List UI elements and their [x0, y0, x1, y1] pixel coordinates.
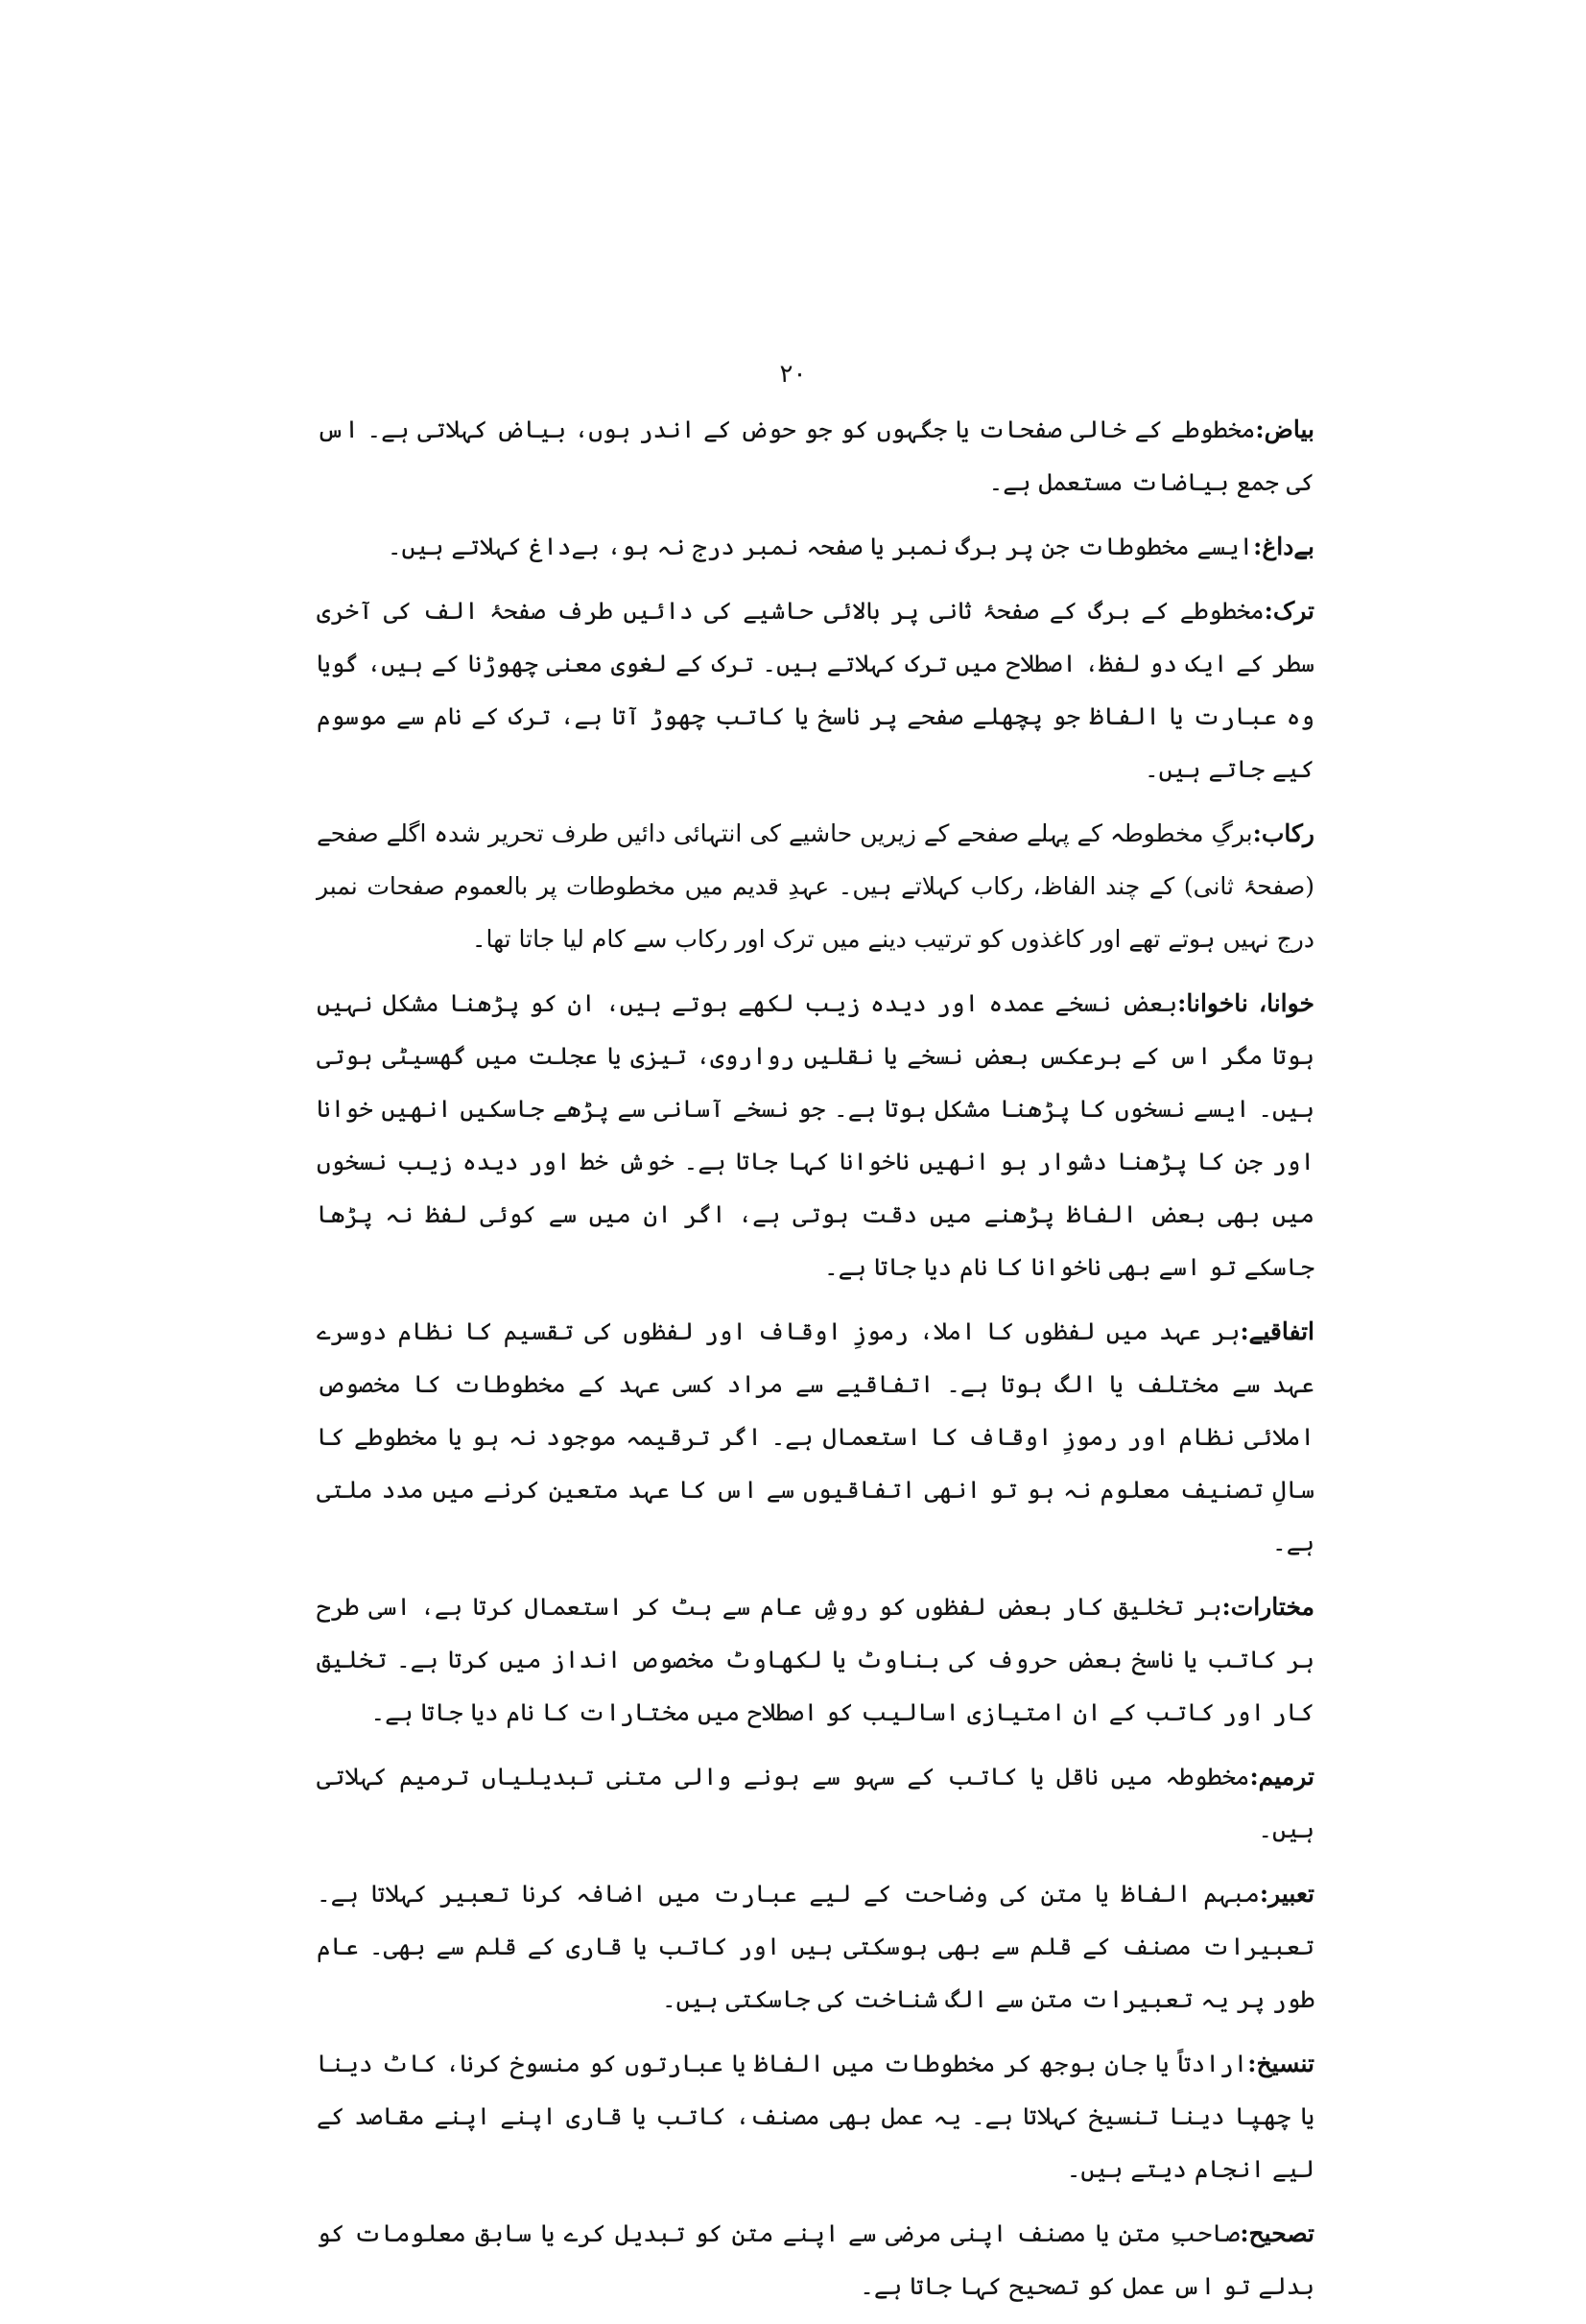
entry-text: بعض نسخے عمدہ اور دیدہ زیب لکھے ہوتے ہیں، ان کو پڑھنا مشکل نہیں ہوتا مگر اس کے برعکس بعض نسخے یا نقلیں رواروی، تیزی یا عجلت میں گھسیٹی ہوتی ہیں۔ ایسے نسخوں کا پڑھنا مشکل ہوتا ہے۔ جو نسخے آسانی سے پڑھے جاسکیں انھیں خوانا اور جن کا پڑھنا دشوار ہو انھیں ناخوانا کہا جاتا ہے۔ خوش خط اور دیدہ زیب نسخوں میں بھی بعض الفاظ پڑھنے میں دقت ہوتی ہے، اگر ان میں سے کوئی لفظ نہ پڑھا جاسکے تو اسے بھی ناخوانا کا نام دیا جاتا ہے۔ — [317, 989, 1314, 1281]
entry-term: رکاب: — [1252, 819, 1314, 847]
glossary-entry-tabeer — [317, 1867, 1314, 2026]
entry-term: بےداغ: — [1253, 533, 1314, 560]
glossary-entry-ittifaqiye — [317, 1305, 1314, 1569]
glossary-entry-mukhtarat — [317, 1580, 1314, 1739]
entry-text: مخطوطہ میں ناقل یا کاتب کے سہو سے ہونے والی متنی تبدیلیاں ترمیم کہلاتی ہیں۔ — [317, 1763, 1314, 1843]
glossary-entry-tarmeem — [317, 1750, 1314, 1856]
entry-text: برگِ مخطوطہ کے پہلے صفحے کے زیریں حاشیے کی انتہائی دائیں طرف تحریر شدہ اگلے صفحے (صفحۂ ثانی) کے چند الفاظ، رکاب کہلاتے ہیں۔ عہدِ قدیم میں مخطوطات پر بالعموم صفحات نمبر درج نہیں ہوتے تھے اور کاغذوں کو ترتیب دینے میں ترک اور رکاب سے کام لیا جاتا تھا۔ — [317, 819, 1314, 953]
entry-text: ارادتاً یا جان بوجھ کر مخطوطات میں الفاظ یا عبارتوں کو منسوخ کرنا، کاٹ دینا یا چھپا دینا تنسیخ کہلاتا ہے۔ یہ عمل بھی مصنف، کاتب یا قاری اپنے اپنے مقاصد کے لیے انجام دیتے ہیں۔ — [317, 2050, 1314, 2183]
glossary-entry-tasheeh — [317, 2207, 1314, 2312]
entry-text: ہر تخلیق کار بعض لفظوں کو روشِ عام سے ہٹ کر استعمال کرتا ہے، اسی طرح ہر کاتب یا ناسخ بعض حروف کی بناوٹ یا لکھاوٹ مخصوص انداز میں کرتا ہے۔ تخلیق کار اور کاتب کے ان امتیازی اسالیب کو اصطلاح میں مختارات کا نام دیا جاتا ہے۔ — [317, 1593, 1314, 1726]
entry-term: اتفاقیے: — [1240, 1317, 1314, 1345]
entry-term: تنسیخ: — [1247, 2050, 1314, 2077]
glossary-content — [317, 403, 1314, 2324]
entry-text: صاحبِ متن یا مصنف اپنی مرضی سے اپنے متن کو تبدیل کرے یا سابق معلومات کو بدلے تو اس عمل کو تصحیح کہا جاتا ہے۔ — [317, 2219, 1314, 2300]
glossary-entry-tanseekh — [317, 2037, 1314, 2195]
glossary-entry-bayaz — [317, 403, 1314, 509]
entry-text: ایسے مخطوطات جن پر برگ نمبر یا صفحہ نمبر درج نہ ہو، بےداغ کہلاتے ہیں۔ — [387, 533, 1254, 560]
entry-term: تعبیر: — [1259, 1880, 1314, 1908]
entry-term: بیاض: — [1255, 415, 1314, 443]
page-number: ۲۰ — [779, 360, 807, 389]
entry-term: ترک: — [1264, 597, 1314, 625]
entry-term: خوانا، ناخوانا: — [1177, 989, 1315, 1017]
entry-text: مبہم الفاظ یا متن کی وضاحت کے لیے عبارت میں اضافہ کرنا تعبیر کہلاتا ہے۔ تعبیرات مصنف کے قلم سے بھی ہوسکتی ہیں اور کاتب یا قاری کے قلم سے بھی۔ عام طور پر یہ تعبیرات متن سے الگ شناخت کی جاسکتی ہیں۔ — [317, 1880, 1314, 2013]
glossary-entry-rakab — [317, 807, 1314, 965]
glossary-entry-bedagh — [317, 520, 1314, 573]
entry-term: مختارات: — [1221, 1593, 1314, 1621]
entry-text: مخطوطے کے خالی صفحات یا جگہوں کو جو حوض کے اندر ہوں، بیاض کہلاتی ہے۔ اس کی جمع بیاضات مستعمل ہے۔ — [317, 415, 1314, 496]
entry-text: ہر عہد میں لفظوں کا املا، رموزِ اوقاف اور لفظوں کی تقسیم کا نظام دوسرے عہد سے مختلف یا الگ ہوتا ہے۔ اتفاقیے سے مراد کسی عہد کے مخطوطات کا مخصوص املائی نظام اور رموزِ اوقاف کا استعمال ہے۔ اگر ترقیمہ موجود نہ ہو یا مخطوطے کا سالِ تصنیف معلوم نہ ہو تو انھی اتفاقیوں سے اس کا عہد متعین کرنے میں مدد ملتی ہے۔ — [317, 1317, 1314, 1556]
glossary-entry-tark — [317, 584, 1314, 795]
glossary-entry-khwana — [317, 977, 1314, 1293]
entry-term: تصحیح: — [1240, 2219, 1314, 2247]
entry-text: مخطوطے کے برگ کے صفحۂ ثانی پر بالائی حاشیے کی دائیں طرف صفحۂ الف کی آخری سطر کے ایک دو لفظ، اصطلاح میں ترک کہلاتے ہیں۔ ترک کے لغوی معنی چھوڑنا کے ہیں، گویا وہ عبارت یا الفاظ جو پچھلے صفحے پر ناسخ یا کاتب چھوڑ آتا ہے، ترک کے نام سے موسوم کیے جاتے ہیں۔ — [317, 597, 1314, 783]
entry-term: ترمیم: — [1249, 1763, 1314, 1790]
